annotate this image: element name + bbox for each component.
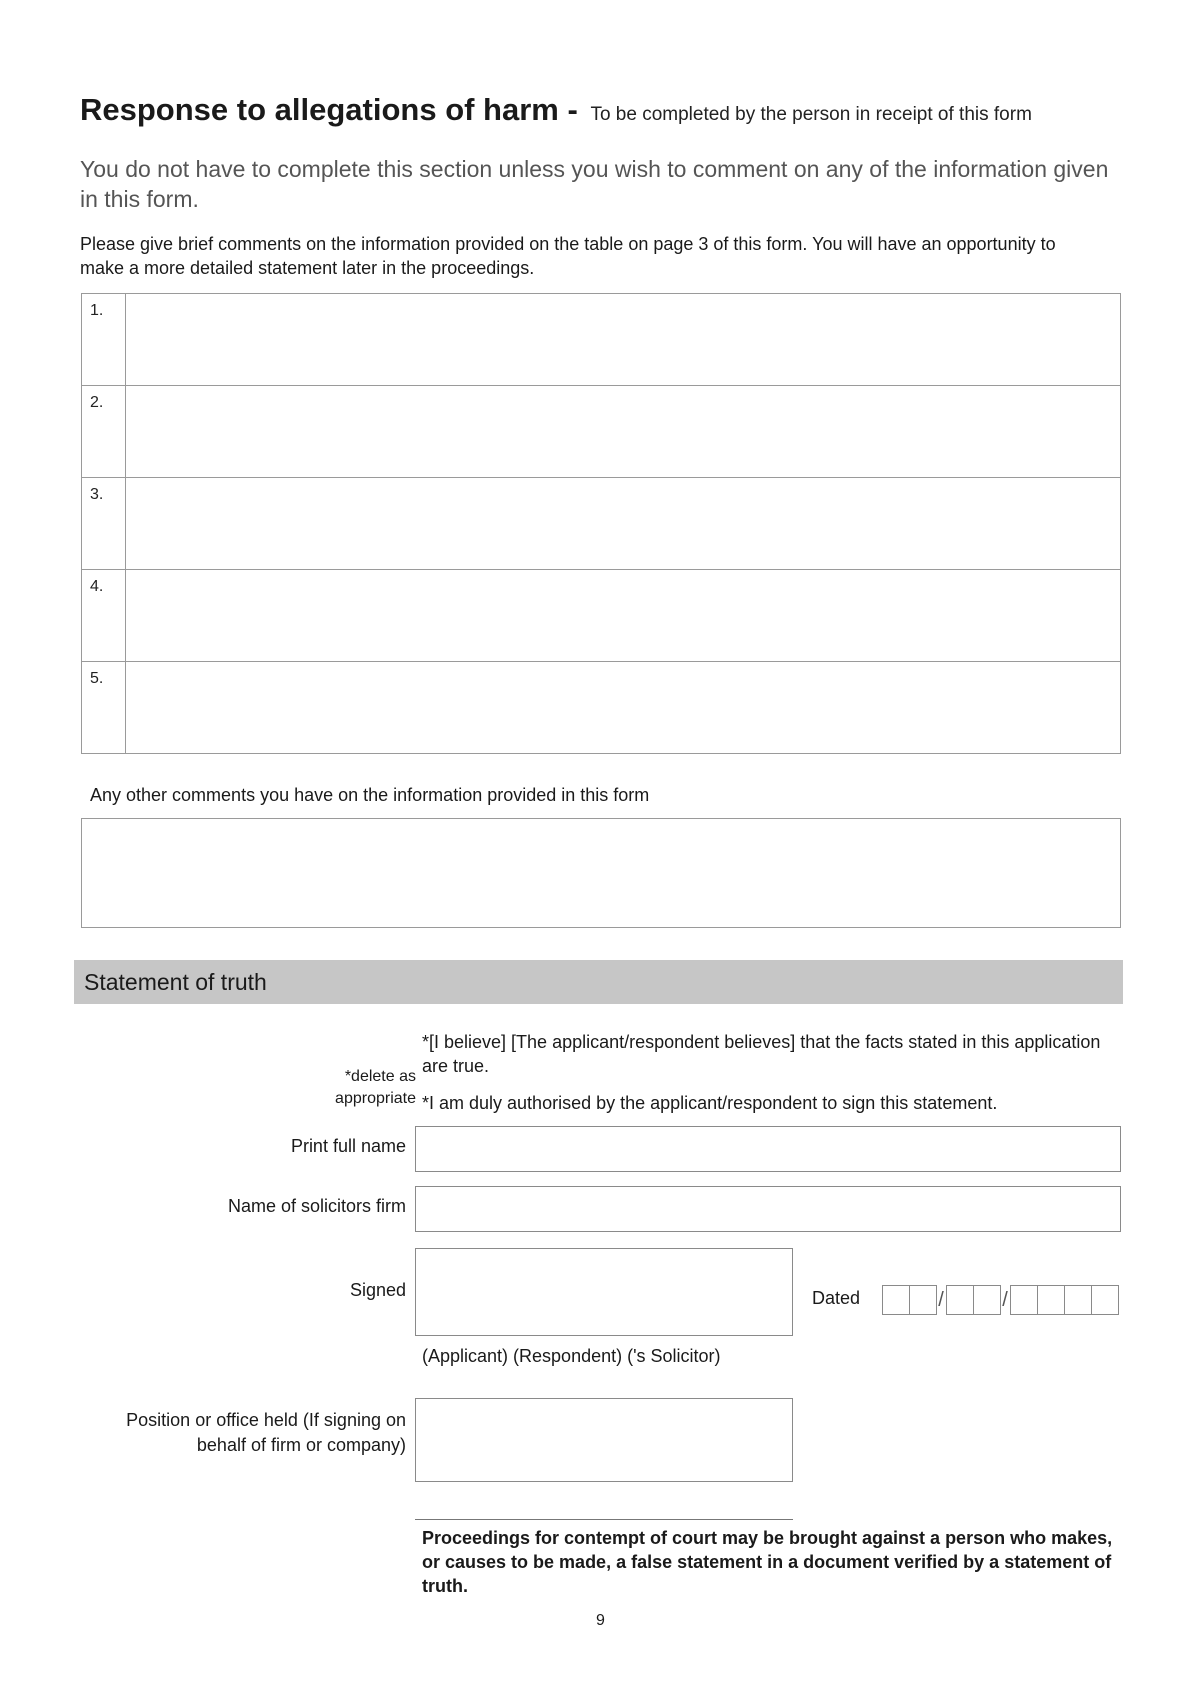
page-number: 9	[596, 1612, 605, 1629]
comment-row	[82, 570, 1121, 662]
position-held-field[interactable]	[415, 1398, 793, 1482]
date-year-digit-4[interactable]	[1091, 1285, 1119, 1315]
warning-divider	[415, 1519, 793, 1520]
comment-row-number: 1.	[82, 294, 126, 386]
comment-field[interactable]	[126, 478, 1121, 570]
comment-row	[82, 662, 1121, 754]
date-separator: /	[1002, 1289, 1008, 1311]
page-title	[80, 92, 1032, 128]
date-day-digit-1[interactable]	[882, 1285, 910, 1315]
belief-statement: *[I believe] [The applicant/respondent believes] that the facts stated in this application are true.	[422, 1032, 1101, 1076]
signature-caption: (Applicant) (Respondent) ('s Solicitor)	[422, 1346, 721, 1366]
instructions-text: Please give brief comments on the information provided on the table on page 3 of this form. You will have an opportunity to make a more detailed statement later in the proceedings.	[80, 234, 1056, 278]
date-year-digit-2[interactable]	[1037, 1285, 1065, 1315]
comment-row	[82, 478, 1121, 570]
page-title-main: Response to allegations of harm -	[80, 92, 578, 127]
solicitors-firm-field[interactable]	[415, 1186, 1121, 1232]
statement-of-truth-heading: Statement of truth	[84, 969, 267, 995]
print-full-name-field[interactable]	[415, 1126, 1121, 1172]
authorised-statement: *I am duly authorised by the applicant/respondent to sign this statement.	[422, 1093, 998, 1113]
date-day-digit-2[interactable]	[909, 1285, 937, 1315]
comment-row-number: 5.	[82, 662, 126, 754]
other-comments-label: Any other comments you have on the information provided in this form	[90, 785, 650, 805]
comment-row-number: 3.	[82, 478, 126, 570]
signed-label: Signed	[349, 1280, 406, 1300]
comments-table	[81, 293, 1121, 754]
date-year-digit-1[interactable]	[1010, 1285, 1038, 1315]
delete-as-appropriate-note: *delete as appropriate	[335, 1068, 416, 1107]
date-year-digit-3[interactable]	[1064, 1285, 1092, 1315]
statement-of-truth-banner	[74, 960, 1123, 1004]
intro-text: You do not have to complete this section unless you wish to comment on any of the information given in this form.	[80, 156, 1109, 212]
print-full-name-label: Print full name	[290, 1136, 406, 1156]
comment-row-number: 4.	[82, 570, 126, 662]
date-month-digit-2[interactable]	[973, 1285, 1001, 1315]
comment-field[interactable]	[126, 294, 1121, 386]
position-held-label: Position or office held (If signing on behalf of firm or company)	[126, 1410, 406, 1455]
date-separator: /	[938, 1289, 944, 1311]
other-comments-field[interactable]	[81, 818, 1121, 928]
comment-row	[82, 294, 1121, 386]
signature-field[interactable]	[415, 1248, 793, 1336]
page-title-subtitle: To be completed by the person in receipt of this form	[590, 104, 1032, 125]
date-field	[882, 1285, 1118, 1315]
date-month-digit-1[interactable]	[946, 1285, 974, 1315]
solicitors-firm-label: Name of solicitors firm	[227, 1196, 406, 1216]
comment-field[interactable]	[126, 662, 1121, 754]
comment-row-number: 2.	[82, 386, 126, 478]
comment-row	[82, 386, 1121, 478]
dated-label: Dated	[812, 1288, 861, 1308]
contempt-warning: Proceedings for contempt of court may be brought against a person who makes, or causes to be made, a false statement in a document verified by a statement of truth.	[422, 1528, 1113, 1596]
comment-field[interactable]	[126, 570, 1121, 662]
comment-field[interactable]	[126, 386, 1121, 478]
